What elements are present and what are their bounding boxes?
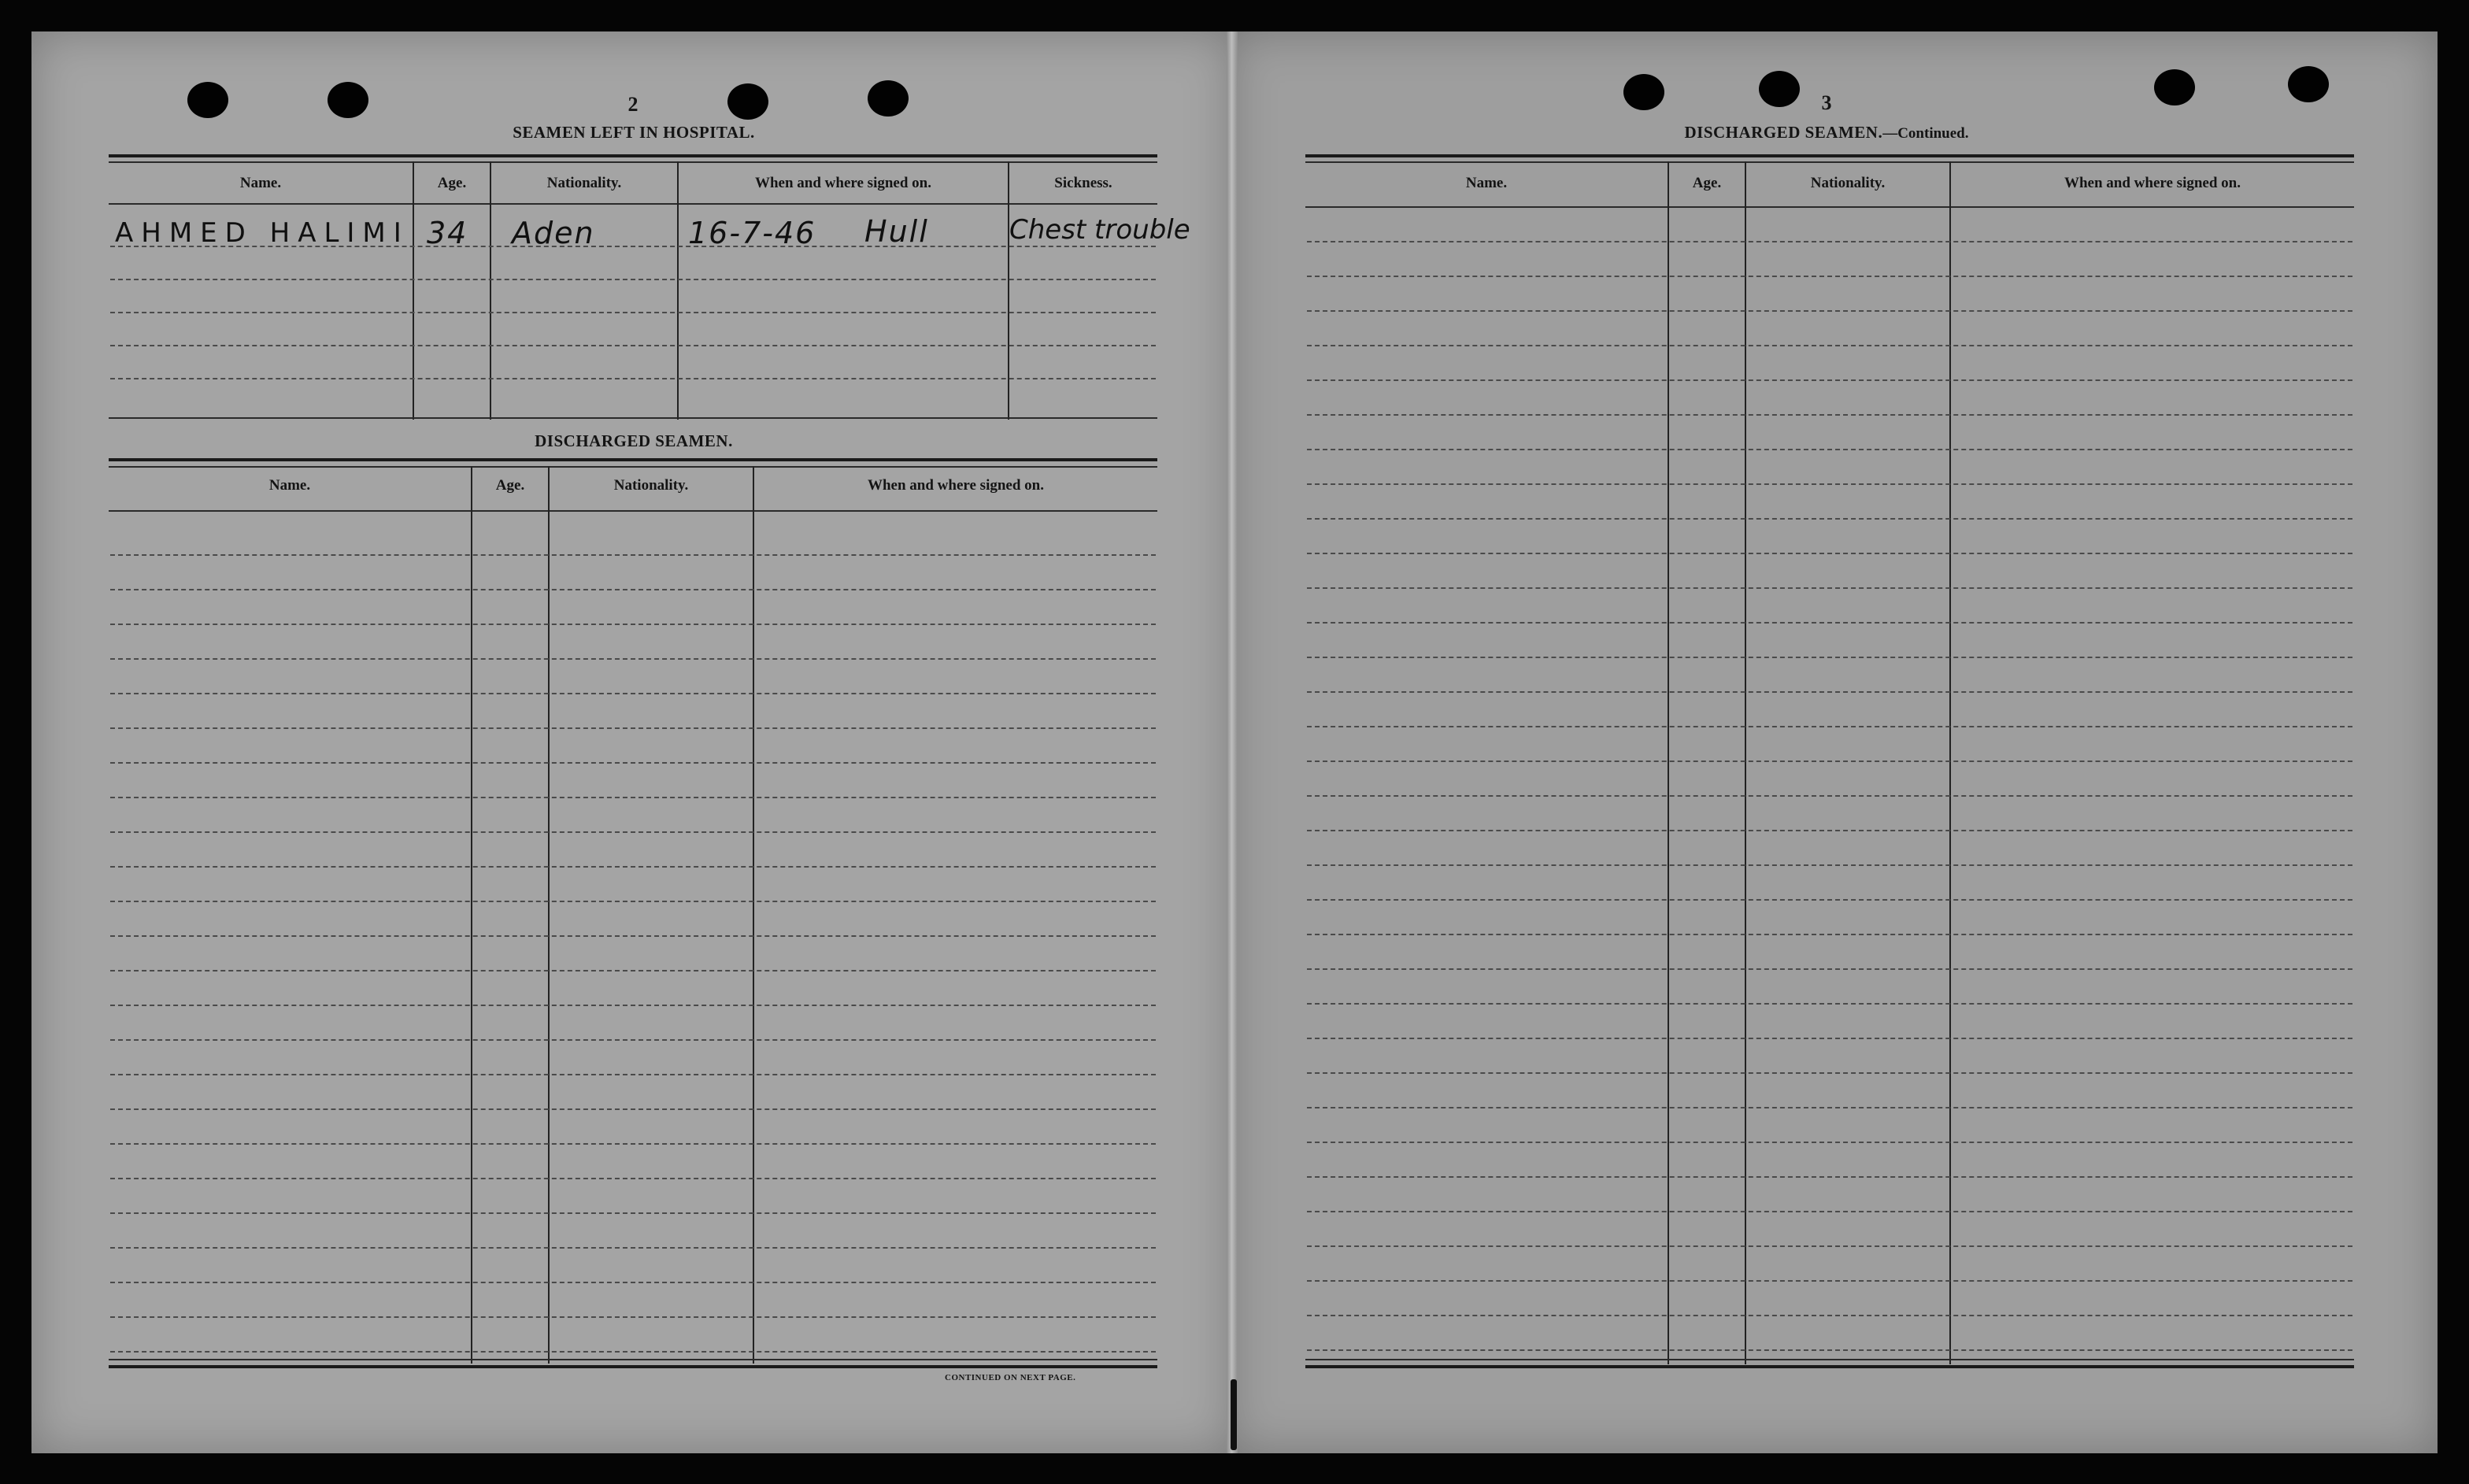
table-top-rule [1305,161,2354,163]
col-age: Age. [437,175,467,191]
punch-hole [328,82,368,118]
col-signed-on: When and where signed on. [2064,175,2241,191]
ruled-line [110,312,1156,313]
ruled-line [1307,968,2352,970]
ruled-line [1307,657,2352,658]
punch-hole [2154,69,2195,105]
ruled-line [1307,1315,2352,1316]
column-divider [471,466,472,1364]
ruled-line [110,1316,1156,1318]
punch-hole [187,82,228,118]
table-top-rule [1305,154,2354,157]
entry-name: AHMED HALIMI [115,217,409,249]
ruled-line [1307,934,2352,935]
ruled-line [110,797,1156,798]
entry-signed-on-date: 16-7-46 [688,216,816,250]
ruled-line [1307,830,2352,831]
table-top-rule [109,154,1157,157]
ruled-line [1307,1003,2352,1005]
col-sickness: Sickness. [1054,175,1112,191]
ruled-line [110,589,1156,590]
ruled-line [1307,483,2352,485]
header-rule [1305,206,2354,208]
ruled-line [1307,795,2352,797]
ruled-line [110,970,1156,971]
ruled-line [1307,622,2352,624]
table-bottom-rule [1305,1365,2354,1368]
ruled-line [110,866,1156,868]
ruled-line [1307,518,2352,520]
ruled-line [110,1143,1156,1145]
ruled-line [110,1178,1156,1179]
ruled-line [110,901,1156,902]
ruled-line [110,727,1156,729]
col-age: Age. [1692,175,1722,191]
table-bottom-rule [109,1359,1157,1360]
table-top-rule [109,458,1157,461]
ruled-line [1307,1142,2352,1143]
table-bottom-rule [1305,1359,2354,1360]
ruled-line [110,1282,1156,1283]
ruled-line [110,1074,1156,1075]
column-divider [1668,161,1669,1364]
punch-hole [727,83,768,120]
ruled-line [1307,726,2352,727]
ruled-line [1307,1107,2352,1108]
ruled-line [1307,310,2352,312]
ruled-line [1307,345,2352,346]
ruled-line [1307,1245,2352,1247]
col-nationality: Nationality. [1810,175,1886,191]
column-divider [753,466,754,1364]
ruled-line [1307,761,2352,762]
ruled-line [110,658,1156,660]
ruled-line [110,1351,1156,1353]
ruled-line [1307,1211,2352,1212]
page-gutter [1227,31,1238,1453]
punch-hole [1623,74,1664,110]
column-divider [1745,161,1746,1364]
entry-nationality: Aden [512,216,595,250]
col-name: Name. [1465,175,1508,191]
right-page [1228,31,2438,1453]
ruled-line [1307,1349,2352,1351]
ruled-line [1307,379,2352,381]
entry-sickness: Chest trouble [1009,214,1190,246]
ruled-line [1307,691,2352,693]
hospital-heading: SEAMEN LEFT IN HOSPITAL. [513,123,755,142]
column-divider [413,161,414,420]
header-rule [109,510,1157,512]
discharged-heading: DISCHARGED SEAMEN. [535,431,733,450]
ruled-line [1307,553,2352,554]
column-divider [1008,161,1009,420]
ruled-line [110,831,1156,833]
ruled-line [1307,899,2352,901]
ruled-line [110,378,1156,379]
discharged-continued-heading [1638,123,2016,142]
page-number: 2 [627,93,639,116]
col-nationality: Nationality. [613,477,689,494]
heading-suffix: —Continued. [1882,125,1969,142]
punch-hole [868,80,909,117]
ruled-line [110,762,1156,764]
ruled-line [110,624,1156,625]
table-top-rule [109,466,1157,468]
ruled-line [110,693,1156,694]
col-signed-on: When and where signed on. [754,175,931,191]
ruled-line [110,1108,1156,1110]
punch-hole [2288,66,2329,102]
col-age: Age. [495,477,525,494]
ruled-line [1307,414,2352,416]
table-bottom-rule [109,1365,1157,1368]
ruled-line [1307,1038,2352,1039]
ruled-line [110,935,1156,937]
ruled-line [1307,1072,2352,1074]
column-divider [548,466,550,1364]
ruled-line [110,345,1156,346]
ruled-line [110,554,1156,556]
ruled-line [110,1005,1156,1006]
table-top-rule [109,161,1157,163]
punch-hole [1759,71,1800,107]
ruled-line [1307,276,2352,277]
col-name: Name. [268,477,311,494]
col-nationality: Nationality. [546,175,622,191]
page-number: 3 [1821,91,1832,114]
ruled-line [110,1212,1156,1214]
entry-signed-on-place: Hull [864,214,929,249]
column-divider [490,161,491,420]
col-signed-on: When and where signed on. [867,477,1044,494]
ruled-line [1307,1176,2352,1178]
header-rule [109,203,1157,205]
col-name: Name. [239,175,282,191]
binder-clip [1231,1379,1237,1450]
column-divider [677,161,679,420]
ruled-line [110,1039,1156,1041]
ruled-line [1307,241,2352,242]
ruled-line [110,1247,1156,1249]
entry-age: 34 [427,216,468,250]
column-divider [1949,161,1951,1364]
heading-main: DISCHARGED SEAMEN. [1684,123,1883,142]
ruled-line [1307,449,2352,450]
ruled-line [1307,864,2352,866]
ruled-line [110,279,1156,280]
continued-note: CONTINUED ON NEXT PAGE. [945,1373,1076,1382]
ruled-line [1307,1280,2352,1282]
table-bottom-rule [109,417,1157,419]
ruled-line [1307,587,2352,589]
